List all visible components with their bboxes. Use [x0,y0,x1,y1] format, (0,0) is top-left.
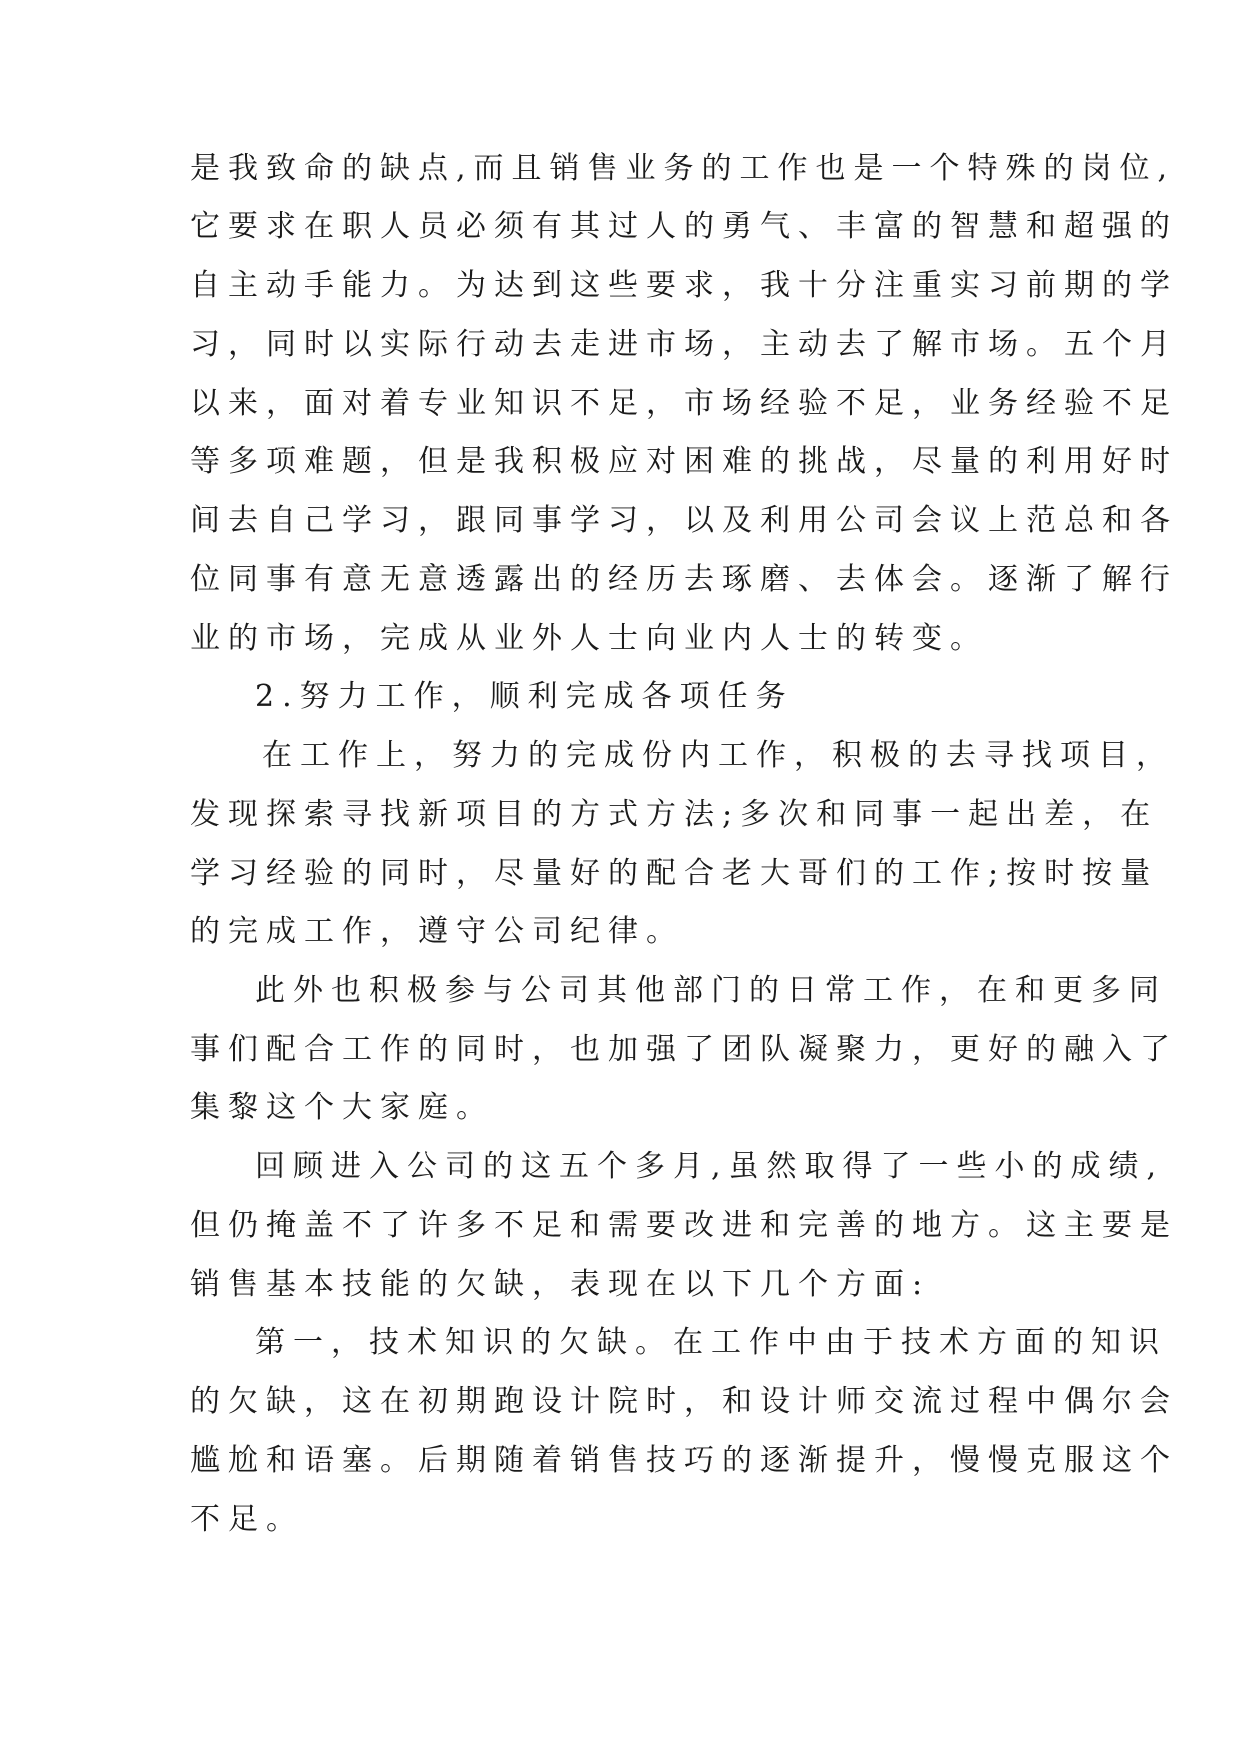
paragraph-line: 自主动手能力。为达到这些要求，我十分注重实习前期的学 [190,268,1178,303]
paragraph-line: 它要求在职人员必须有其过人的勇气、丰富的智慧和超强的 [190,209,1178,244]
paragraph-line: 回顾进入公司的这五个多月,虽然取得了一些小的成绩, [255,1149,1165,1184]
paragraph-line: 的完成工作，遵守公司纪律。 [190,914,684,949]
paragraph-line: 是我致命的缺点,而且销售业务的工作也是一个特殊的岗位, [190,151,1176,186]
paragraph-line: 事们配合工作的同时，也加强了团队凝聚力，更好的融入了 [190,1032,1178,1067]
paragraph-line: 习，同时以实际行动去走进市场，主动去了解市场。五个月 [190,327,1178,362]
paragraph-line: 销售基本技能的欠缺，表现在以下几个方面: [190,1267,931,1302]
paragraph-line: 业的市场，完成从业外人士向业内人士的转变。 [190,621,988,656]
paragraph-line: 以来，面对着专业知识不足，市场经验不足，业务经验不足 [190,386,1178,421]
paragraph-line: 第一，技术知识的欠缺。在工作中由于技术方面的知识 [255,1325,1167,1360]
paragraph-line: 集黎这个大家庭。 [190,1090,494,1125]
section-heading: 2.努力工作，顺利完成各项任务 [255,679,794,714]
paragraph-line: 发现探索寻找新项目的方式方法;多次和同事一起出差，在 [190,797,1159,832]
paragraph-line: 等多项难题，但是我积极应对困难的挑战，尽量的利用好时 [190,444,1178,479]
paragraph-line: 间去自己学习，跟同事学习，以及利用公司会议上范总和各 [190,503,1178,538]
paragraph-line: 学习经验的同时，尽量好的配合老大哥们的工作;按时按量 [190,856,1159,891]
paragraph-line: 在工作上，努力的完成份内工作，积极的去寻找项目， [262,738,1174,773]
paragraph-line: 不足。 [190,1502,304,1537]
paragraph-line: 但仍掩盖不了许多不足和需要改进和完善的地方。这主要是 [190,1208,1178,1243]
paragraph-line: 尴尬和语塞。后期随着销售技巧的逐渐提升，慢慢克服这个 [190,1443,1178,1478]
paragraph-line: 此外也积极参与公司其他部门的日常工作，在和更多同 [255,973,1167,1008]
paragraph-line: 的欠缺，这在初期跑设计院时，和设计师交流过程中偶尔会 [190,1384,1178,1419]
paragraph-line: 位同事有意无意透露出的经历去琢磨、去体会。逐渐了解行 [190,562,1178,597]
